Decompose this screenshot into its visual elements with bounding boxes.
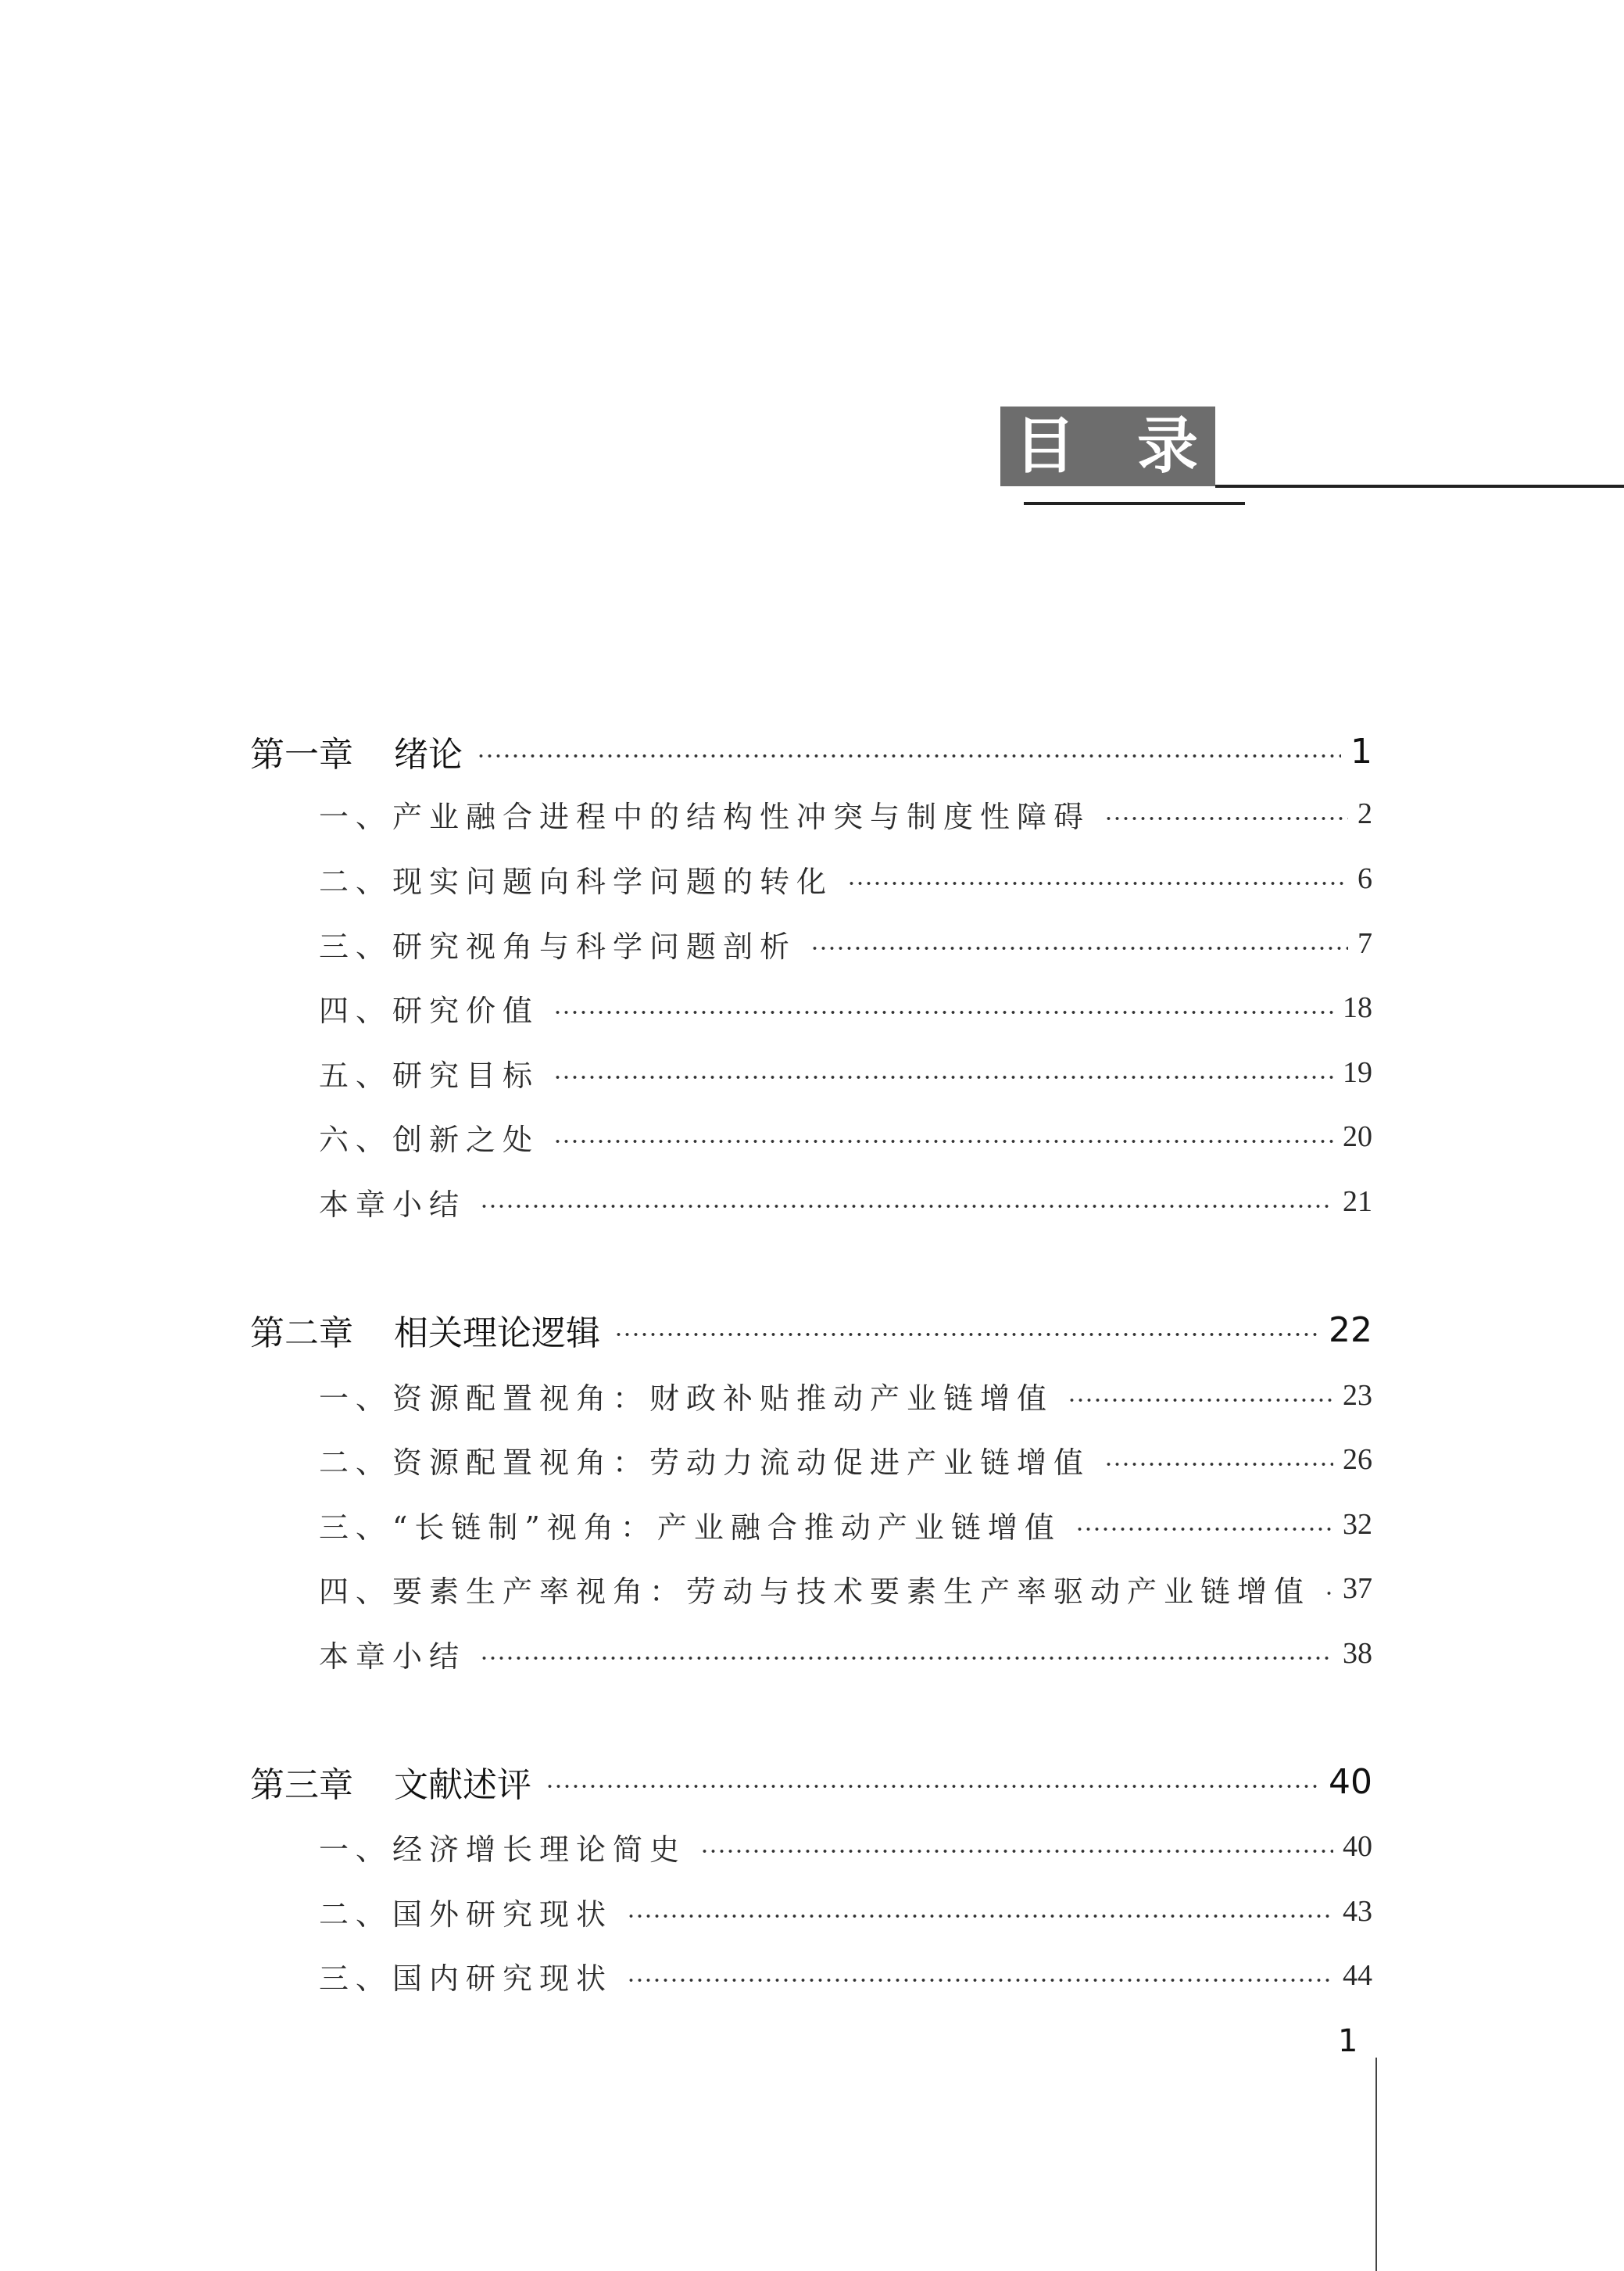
section-page: 44 xyxy=(1343,1959,1372,1992)
toc-title-box xyxy=(1000,407,1215,486)
dot-leader xyxy=(553,1139,1333,1144)
section-title: 本章小结 xyxy=(319,1639,467,1674)
toc-chapter-3[interactable] xyxy=(250,1754,1372,1809)
toc-section[interactable] xyxy=(319,1497,1372,1552)
toc-section[interactable] xyxy=(319,1626,1372,1681)
toc-chapter-2[interactable] xyxy=(250,1302,1372,1357)
dot-leader xyxy=(700,1849,1333,1854)
section-page: 21 xyxy=(1343,1185,1372,1218)
section-title: 一、资源配置视角：财政补贴推动产业链增值 xyxy=(319,1381,1054,1416)
section-title: 二、国外研究现状 xyxy=(319,1897,613,1932)
toc-title-char-1: 目 xyxy=(1014,411,1076,482)
chapter-page: 1 xyxy=(1350,731,1372,772)
toc-section[interactable] xyxy=(319,1045,1372,1100)
toc-section[interactable] xyxy=(319,1561,1372,1616)
dot-leader xyxy=(480,1204,1333,1209)
chapter-title: 第三章 文献述评 xyxy=(250,1765,531,1805)
dot-leader xyxy=(553,1075,1333,1080)
section-page: 43 xyxy=(1343,1895,1372,1928)
chapter-page: 40 xyxy=(1329,1761,1372,1802)
title-rule-under xyxy=(1024,502,1245,505)
toc-section[interactable] xyxy=(319,1884,1372,1939)
section-title: 一、经济增长理论简史 xyxy=(319,1832,687,1867)
section-title: 一、产业融合进程中的结构性冲突与制度性障碍 xyxy=(319,799,1091,834)
dot-leader xyxy=(1068,1398,1333,1402)
dot-leader xyxy=(627,1914,1333,1918)
section-page: 7 xyxy=(1358,927,1372,960)
dot-leader xyxy=(627,1978,1333,1983)
section-page: 37 xyxy=(1343,1572,1372,1605)
toc-section[interactable] xyxy=(319,786,1372,841)
toc-section[interactable] xyxy=(319,851,1372,906)
section-title: 二、资源配置视角：劳动力流动促进产业链增值 xyxy=(319,1445,1091,1480)
section-title: 六、创新之处 xyxy=(319,1122,540,1157)
section-page: 6 xyxy=(1358,862,1372,895)
toc-section[interactable] xyxy=(319,1368,1372,1423)
chapter-title: 第一章 绪论 xyxy=(250,735,463,775)
section-title: 四、研究价值 xyxy=(319,993,540,1028)
dot-leader xyxy=(847,881,1348,886)
dot-leader xyxy=(1104,1462,1333,1467)
toc-section[interactable] xyxy=(319,1948,1372,2003)
toc-section[interactable] xyxy=(319,1432,1372,1487)
dot-leader xyxy=(546,1784,1319,1789)
dot-leader xyxy=(480,1656,1333,1660)
dot-leader xyxy=(553,1010,1333,1015)
dot-leader xyxy=(477,754,1341,758)
section-title: 四、要素生产率视角：劳动与技术要素生产率驱动产业链增值 xyxy=(319,1574,1311,1609)
page-number: 1 xyxy=(1338,2023,1358,2059)
toc-chapter-1[interactable] xyxy=(250,724,1372,779)
chapter-title: 第二章 相关理论逻辑 xyxy=(250,1313,600,1353)
title-rule-right xyxy=(1215,485,1624,488)
dot-leader xyxy=(1075,1527,1333,1531)
section-page: 38 xyxy=(1343,1637,1372,1670)
section-page: 23 xyxy=(1343,1379,1372,1412)
toc-section[interactable] xyxy=(319,1109,1372,1164)
toc-section[interactable] xyxy=(319,980,1372,1035)
toc-section[interactable] xyxy=(319,1174,1372,1229)
chapter-page: 22 xyxy=(1329,1309,1372,1350)
dot-leader xyxy=(1104,816,1348,821)
section-page: 18 xyxy=(1343,991,1372,1024)
section-title: 五、研究目标 xyxy=(319,1058,540,1093)
section-page: 26 xyxy=(1343,1443,1372,1476)
page-side-rule xyxy=(1375,2058,1377,2271)
section-page: 20 xyxy=(1343,1120,1372,1153)
dot-leader xyxy=(1325,1591,1333,1596)
dot-leader xyxy=(810,946,1348,951)
section-title: 三、研究视角与科学问题剖析 xyxy=(319,929,797,964)
toc-title-char-2: 录 xyxy=(1136,411,1198,482)
section-page: 2 xyxy=(1358,797,1372,830)
section-page: 19 xyxy=(1343,1056,1372,1089)
section-page: 40 xyxy=(1343,1830,1372,1863)
section-title: 本章小结 xyxy=(319,1187,467,1222)
toc-section[interactable] xyxy=(319,916,1372,971)
section-title: 二、现实问题向科学问题的转化 xyxy=(319,864,834,899)
section-page: 32 xyxy=(1343,1508,1372,1541)
dot-leader xyxy=(614,1332,1319,1337)
section-title: 三、国内研究现状 xyxy=(319,1961,613,1996)
section-title: 三、“长链制”视角：产业融合推动产业链增值 xyxy=(319,1510,1061,1545)
toc-section[interactable] xyxy=(319,1819,1372,1874)
